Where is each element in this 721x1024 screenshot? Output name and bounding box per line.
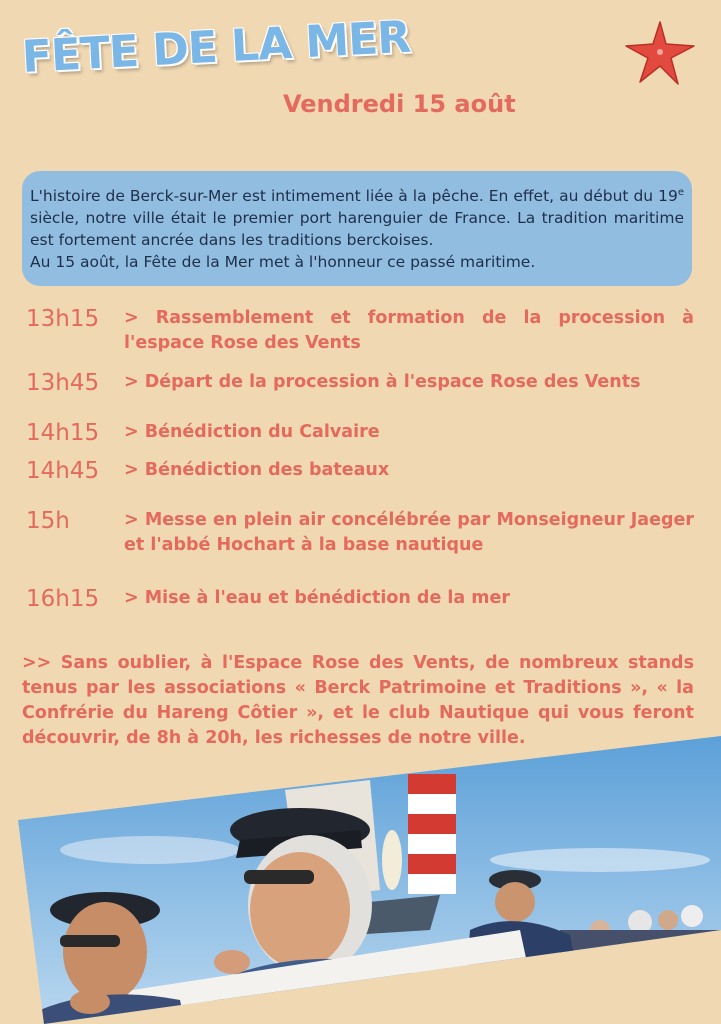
intro-superscript: e	[677, 187, 684, 198]
schedule-activity: > Messe en plein air concélébrée par Monseigneur Jaeger et l'abbé Hochart à la base nautique	[124, 510, 694, 555]
page-title: FÊTE DE LA MER	[20, 11, 412, 83]
event-date: Vendredi 15 août	[283, 90, 516, 118]
intro-text-part1: L'histoire de Berck-sur-Mer est intimement liée à la pêche. En effet, au début du 19	[30, 187, 678, 206]
schedule-activity: > Bénédiction du Calvaire	[124, 422, 380, 442]
schedule-time: 13h15	[26, 306, 100, 332]
intro-text-part2: siècle, notre ville était le premier port harenguier de France. La tradition maritime est fortement ancrée dans les traditions berckoises.	[30, 209, 684, 250]
schedule-time: 14h15	[26, 420, 100, 446]
starfish-icon	[620, 16, 700, 88]
intro-paragraph	[30, 182, 684, 251]
schedule-activity: > Rassemblement et formation de la procession à l'espace Rose des Vents	[124, 308, 694, 353]
schedule-activity: > Bénédiction des bateaux	[124, 460, 390, 480]
schedule-activity: > Départ de la procession à l'espace Rose des Vents	[124, 372, 641, 392]
schedule-time: 13h45	[26, 370, 100, 396]
schedule-time: 16h15	[26, 586, 100, 612]
procession-photo	[0, 730, 721, 1024]
schedule-activity: > Mise à l'eau et bénédiction de la mer	[124, 588, 511, 608]
additional-note: >> Sans oublier, à l'Espace Rose des Vents, de nombreux stands tenus par les associations « Berck Patrimoine et Traditions », « la Confrérie du Hareng Côtier », et le club Nautique qui vous feront découvrir, de 8h à 20h, les richesses de notre ville.	[22, 653, 694, 748]
schedule-time: 15h	[26, 508, 70, 534]
schedule-time: 14h45	[26, 458, 100, 484]
intro-line2: Au 15 août, la Fête de la Mer met à l'honneur ce passé maritime.	[30, 253, 536, 272]
intro-box	[22, 171, 692, 286]
